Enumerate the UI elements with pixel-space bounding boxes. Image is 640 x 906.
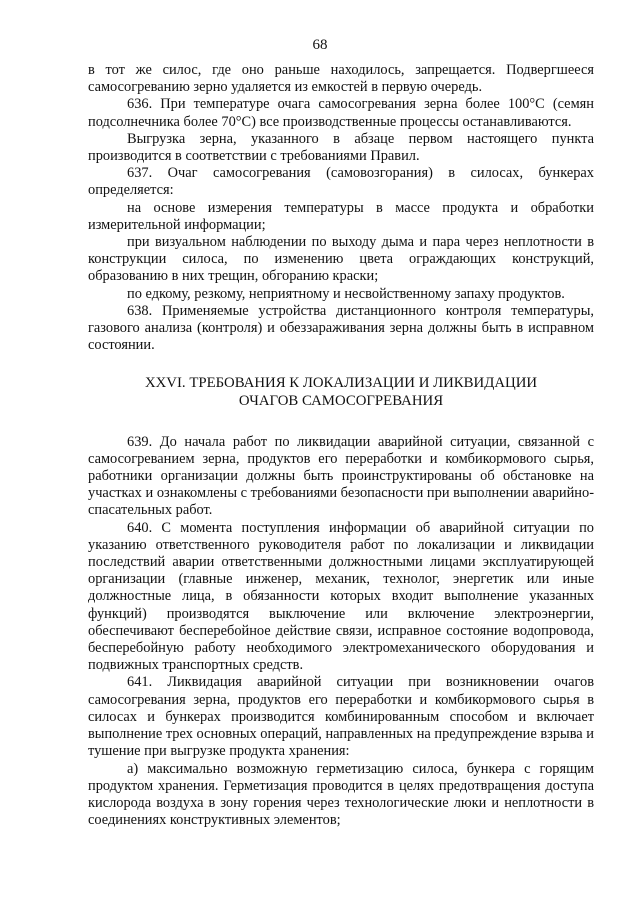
paragraph-639: 639. До начала работ по ликвидации аварийной ситуации, связанной с самосогреванием зерна, продуктов его переработки и комбикормового сырья, работники организации должны быть проинструктированы об обстановке на участках и ознакомлены с требованиями безопасности при выполнении аварийно-спасательных работ. — [88, 433, 594, 519]
paragraph-continuation: в тот же силос, где оно раньше находилось, запрещается. Подвергшееся самосогреванию зерно удаляется из емкостей в первую очередь. — [88, 62, 594, 96]
section-heading-line-1: XXVI. ТРЕБОВАНИЯ К ЛОКАЛИЗАЦИИ И ЛИКВИДАЦИИ — [144, 375, 538, 392]
paragraph-641: 641. Ликвидация аварийной ситуации при возникновении очагов самосогревания зерна, продуктов его переработки и комбикормового сырья в силосах и бункерах производится комбинированным способом и включает выполнение трех основных операций, направленных на предупреждение взрыва и тушение при выгрузке продукта хранения: — [88, 674, 594, 760]
section-heading — [88, 375, 594, 410]
paragraph-637-temperature: на основе измерения температуры в массе продукта и обработки измерительной информации; — [88, 199, 594, 233]
paragraph-637-visual: при визуальном наблюдении по выходу дыма и пара через неплотности в конструкции силоса, по изменению цвета ограждающих конструкций, образованию в них трещин, обгоранию краски; — [88, 234, 594, 285]
page-number: 68 — [312, 37, 328, 53]
paragraph-637-smell: по едкому, резкому, неприятному и несвойственному запаху продуктов. — [127, 285, 565, 302]
paragraph-637: 637. Очаг самосогревания (самовозгорания) в силосах, бункерах определяется: — [88, 165, 594, 199]
paragraph-640: 640. С момента поступления информации об аварийной ситуации по указанию ответственного руководителя работ по локализации и ликвидации последствий аварии ответственными должностными лицами эксплуатирующей организации (главные инженер, механик, технолог, энергетик или иные должностные лица, в обязанности которых входит выполнение указанных функций) производятся выключение или включение электроэнергии, обеспечивают бесперебойное действие связи, исправное состояние водопровода, бесперебойную работу необходимого электромеханического оборудования и подвижных транспортных средств. — [88, 519, 594, 674]
section-heading-line-2: ОЧАГОВ САМОСОГРЕВАНИЯ — [238, 393, 444, 410]
paragraph-636-unloading: Выгрузка зерна, указанного в абзаце первом настоящего пункта производится в соответствии с требованиями Правил. — [88, 130, 594, 165]
paragraph-641-a: а) максимально возможную герметизацию силоса, бункера с горящим продуктом хранения. Герметизация проводится в целях предотвращения доступа кислорода воздуха в зону горения через технологические люки и неплотности в соединениях конструктивных элементов; — [88, 760, 594, 829]
paragraph-638: 638. Применяемые устройства дистанционного контроля температуры, газового анализа (контроля) и обеззараживания зерна должны быть в исправном состоянии. — [88, 302, 594, 354]
document-body — [88, 62, 594, 829]
paragraph-636: 636. При температуре очага самосогревания зерна более 100°С (семян подсолнечника более 70°С) все производственные процессы останавливаются. — [88, 96, 594, 130]
